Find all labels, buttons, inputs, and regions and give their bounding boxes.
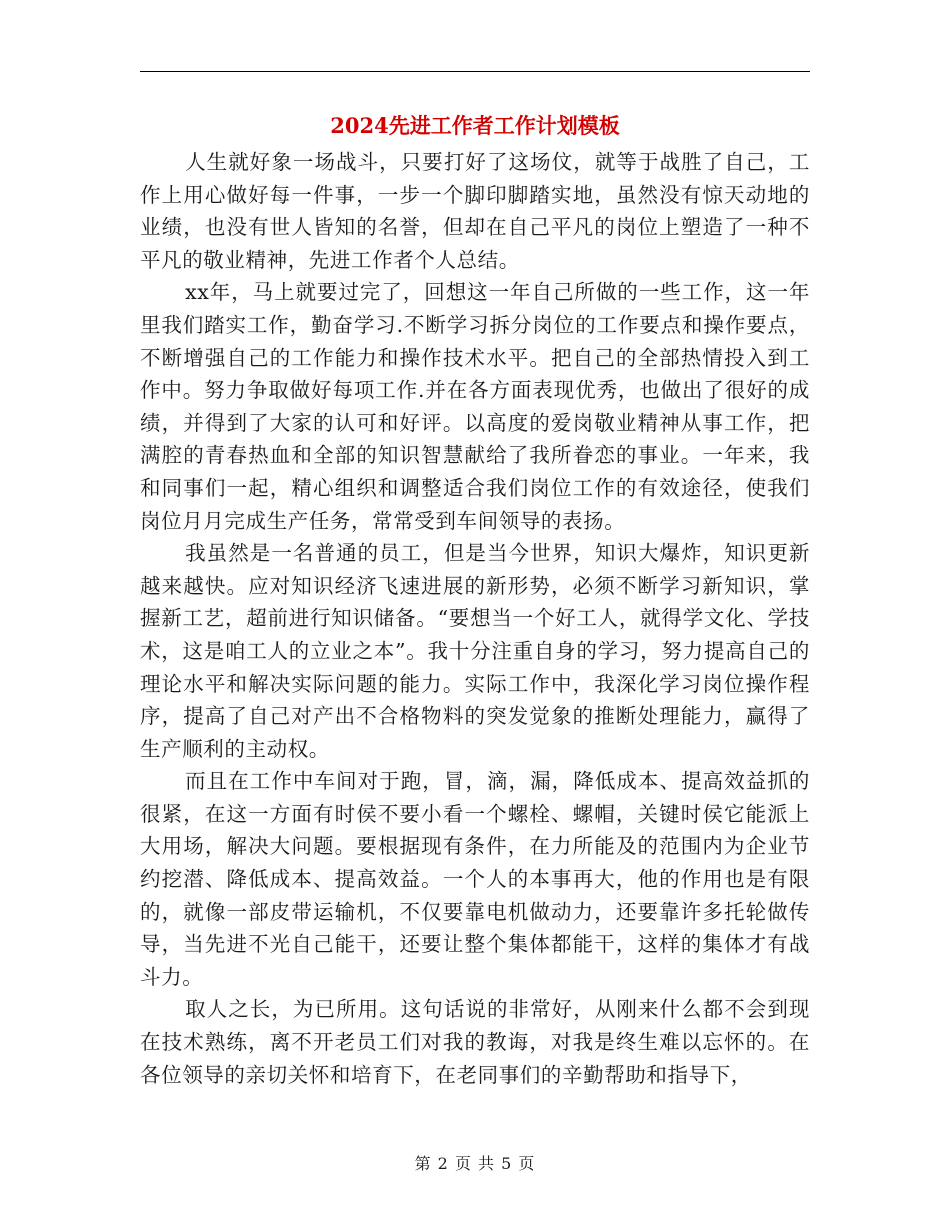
- page-number-footer: 第 2 页 共 5 页: [414, 1154, 536, 1173]
- document-title: 2024先进工作者工作计划模板: [330, 113, 620, 138]
- document-body: [140, 146, 810, 1091]
- paragraph-4: 而且在工作中车间对于跑，冒，滴，漏，降低成本、提高效益抓的很紧，在这一方面有时侯不要小看一个螺栓、螺帽，关键时侯它能派上大用场，解决大问题。要根据现有条件，在力所能及的范围内为企业节约挖潜、降低成本、提高效益。一个人的本事再大，他的作用也是有限的，就像一部皮带运输机，不仅要靠电机做动力，还要靠许多托轮做传导，当先进不光自己能干，还要让整个集体都能干，这样的集体才有战斗力。: [140, 769, 810, 989]
- paragraph-5: 取人之长，为已所用。这句话说的非常好，从刚来什么都不会到现在技术熟练，离不开老员工们对我的教诲，对我是终生难以忘怀的。在各位领导的亲切关怀和培育下，在老同事们的辛勤帮助和指导下，: [140, 997, 810, 1087]
- paragraph-2: xx年，马上就要过完了，回想这一年自己所做的一些工作，这一年里我们踏实工作，勤奋学习.不断学习拆分岗位的工作要点和操作要点，不断增强自己的工作能力和操作技术水平。把自己的全部热情投入到工作中。努力争取做好每项工作.并在各方面表现优秀，也做出了很好的成绩，并得到了大家的认可和好评。以高度的爱岗敬业精神从事工作，把满腔的青春热血和全部的知识智慧献给了我所眷恋的事业。一年来，我和同事们一起，精心组织和调整适合我们岗位工作的有效途径，使我们岗位月月完成生产任务，常常受到车间领导的表扬。: [140, 280, 810, 533]
- paragraph-1: 人生就好象一场战斗，只要打好了这场伩，就等于战胜了自己，工作上用心做好每一件事，一步一个脚印脚踏实地，虽然没有惊天动地的业绩，也没有世人皆知的名誉，但却在自己平凡的岗位上塑造了一种不平凡的敬业精神，先进工作者个人总结。: [140, 150, 810, 272]
- paragraph-3: 我虽然是一名普通的员工，但是当今世界，知识大爆炸，知识更新越来越快。应对知识经济飞速进展的新形势，必须不断学习新知识，掌握新工艺，超前进行知识储备。“要想当一个好工人，就得学文化、学技术，这是咱工人的立业之本”。我十分注重自身的学习，努力提高自己的理论水平和解决实际问题的能力。实际工作中，我深化学习岗位操作程序，提高了自己对产出不合格物料的突发觉象的推断处理能力，赢得了生产顺利的主动权。: [140, 541, 810, 761]
- header-rule: [140, 71, 810, 72]
